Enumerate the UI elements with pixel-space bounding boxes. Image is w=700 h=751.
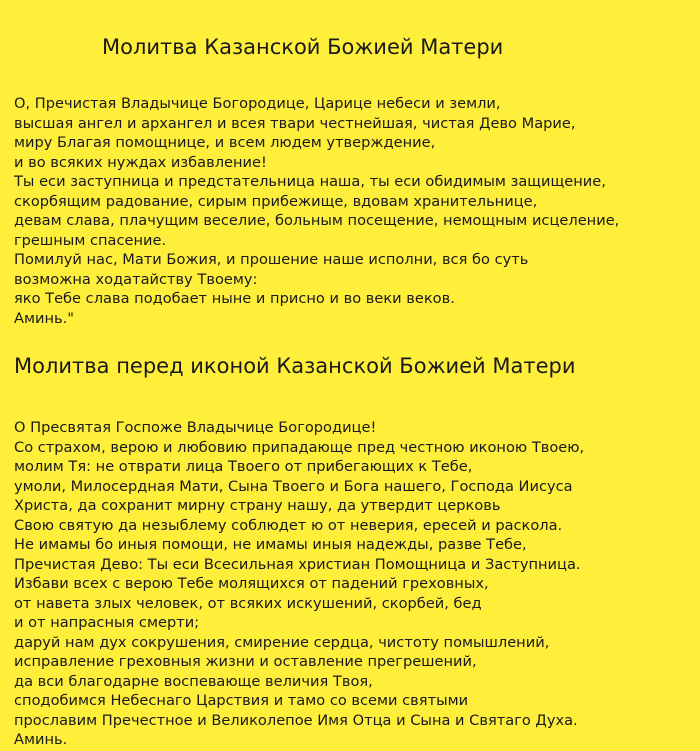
prayer-text-icon (14, 418, 584, 750)
prayer-line: молим Тя: не отврати лица Твоего от прибегающих к Тебе, (14, 458, 473, 475)
prayer-line: и от напрасныя смерти; (14, 614, 200, 631)
prayer-line: Не имамы бо иныя помощи, не имамы иныя надежды, разве Тебе, (14, 536, 527, 553)
prayer-line: Избави всех с верою Тебе молящихся от падений греховных, (14, 575, 489, 592)
section-title-icon-prayer: Молитва перед иконой Казанской Божией Матери (14, 354, 576, 378)
prayer-line: миру Благая помощнице, и всем людем утверждение, (14, 134, 436, 151)
prayer-line: Аминь. (14, 731, 68, 748)
prayer-line: грешным спасение. (14, 231, 167, 249)
prayer-line: Христа, да сохранит мирну страну нашу, да утвердит церковь (14, 497, 501, 514)
prayer-line: исправление греховныя жизни и оставление прегрешений, (14, 653, 477, 670)
prayer-line: возможна ходатайству Твоему: (14, 270, 258, 288)
prayer-line: Аминь." (14, 309, 74, 327)
prayer-line: девам слава, плачущим веселие, больным посещение, немощным исцеление, (14, 212, 620, 229)
prayer-line: высшая ангел и архангел и всея твари честнейшая, чистая Дево Марие, (14, 114, 576, 132)
prayer-line: О Пресвятая Госпоже Владычице Богородице! (14, 419, 377, 436)
section-title-kazan-prayer: Молитва Казанской Божией Матери (102, 35, 504, 59)
prayer-line: да вси благодарне воспевающе величия Твоя, (14, 672, 373, 690)
prayer-line: яко Тебе слава подобает ныне и присно и во веки веков. (14, 290, 455, 307)
prayer-line: сподобимся Небеснаго Царствия и тамо со всеми святыми (14, 692, 469, 709)
prayer-line: даруй нам дух сокрушения, смирение сердца, чистоту помышлений, (14, 633, 550, 651)
prayer-line: от навета злых человек, от всяких искушений, скорбей, бед (14, 594, 482, 612)
prayer-line: О, Пречистая Владычице Богородице, Царице небеси и земли, (14, 95, 501, 112)
prayer-line: Помилуй нас, Мати Божия, и прошение наше исполни, вся бо суть (14, 251, 529, 268)
prayer-line: умоли, Милосердная Мати, Сына Твоего и Бога нашего, Господа Иисуса (14, 477, 573, 495)
prayer-line: скорбящим радование, сирым прибежище, вдовам хранительнице, (14, 192, 538, 210)
prayer-line: Ты еси заступница и предстательница наша, ты еси обидимым защищение, (14, 173, 606, 190)
prayer-line: прославим Пречестное и Великолепое Имя Отца и Сына и Святаго Духа. (14, 711, 578, 729)
prayer-text-kazan (14, 94, 619, 328)
prayer-line: Пречистая Дево: Ты еси Всесильная христиан Помощница и Заступница. (14, 555, 581, 573)
prayer-line: Со страхом, верою и любовию припадающе пред честною иконою Твоею, (14, 438, 585, 456)
prayer-line: и во всяких нуждах избавление! (14, 153, 267, 171)
prayer-line: Свою святую да незыблему соблюдет ю от неверия, ересей и раскола. (14, 516, 563, 534)
